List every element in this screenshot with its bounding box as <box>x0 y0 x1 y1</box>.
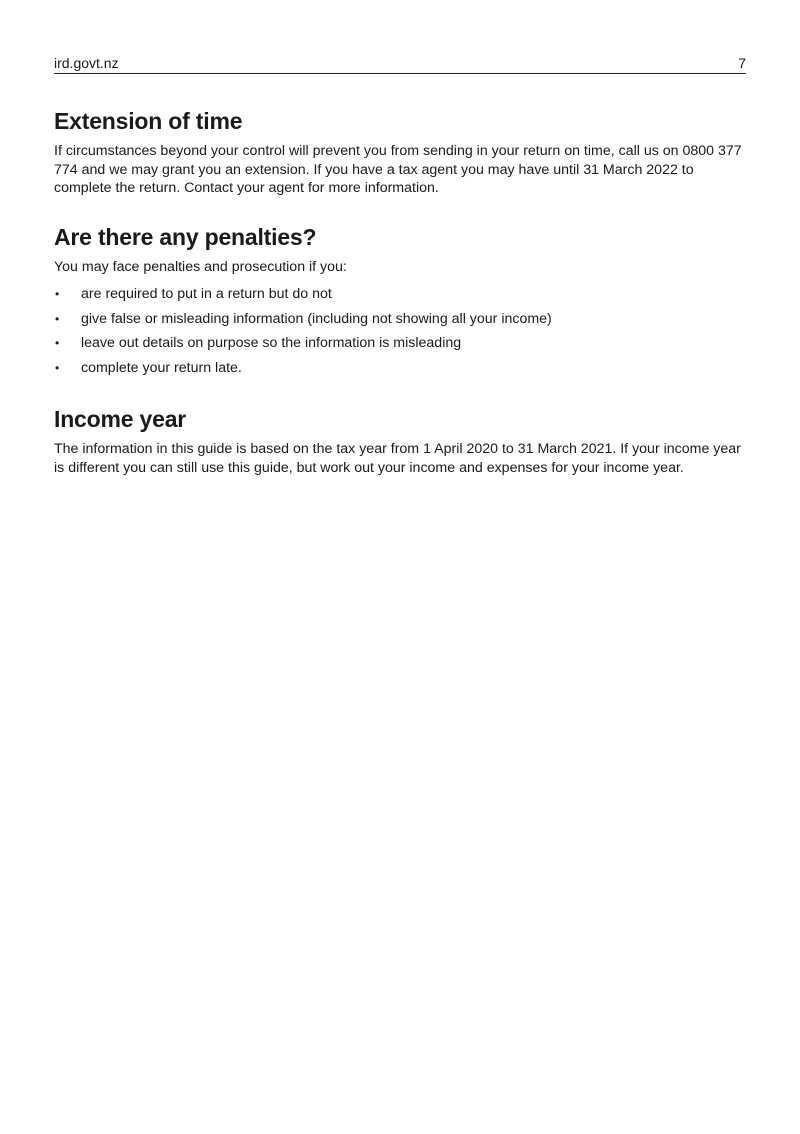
list-item <box>54 356 746 381</box>
list-item-text: leave out details on purpose so the information is misleading <box>81 335 462 351</box>
section-penalties <box>54 222 746 381</box>
page-content <box>54 106 746 501</box>
section-heading: Extension of time <box>54 108 243 134</box>
section-heading: Are there any penalties? <box>54 223 317 250</box>
list-item <box>54 307 746 332</box>
list-item <box>54 331 746 356</box>
bullet-icon: • <box>55 311 60 326</box>
section-paragraph: The information in this guide is based on the tax year from 1 April 2020 to 31 March 2021. If your income year is different you can still use this guide, but work out your income and expenses for your income year. <box>54 441 741 476</box>
list-item-text: are required to put in a return but do not <box>81 286 332 302</box>
section-extension-of-time <box>54 106 746 198</box>
website-link[interactable]: ird.govt.nz <box>54 55 119 71</box>
running-header <box>54 54 746 74</box>
bullet-icon: • <box>55 287 60 301</box>
section-paragraph: If circumstances beyond your control will prevent you from sending in your return on time, call us on 0800 377 774 and we may grant you an extension. If you have a tax agent you may have until 31 March 2022 to complete the return. Contact your agent for more information. <box>54 143 742 196</box>
list-item-text: give false or misleading information (including not showing all your income) <box>81 310 552 327</box>
section-income-year <box>54 404 746 477</box>
section-heading: Income year <box>54 406 187 432</box>
page-number: 7 <box>738 55 746 71</box>
bullet-icon: • <box>55 360 60 375</box>
penalties-list <box>54 282 746 380</box>
section-paragraph: You may face penalties and prosecution if you: <box>54 258 347 275</box>
bullet-icon: • <box>55 336 60 350</box>
list-item <box>54 282 746 307</box>
list-item-text: complete your return late. <box>81 359 242 376</box>
